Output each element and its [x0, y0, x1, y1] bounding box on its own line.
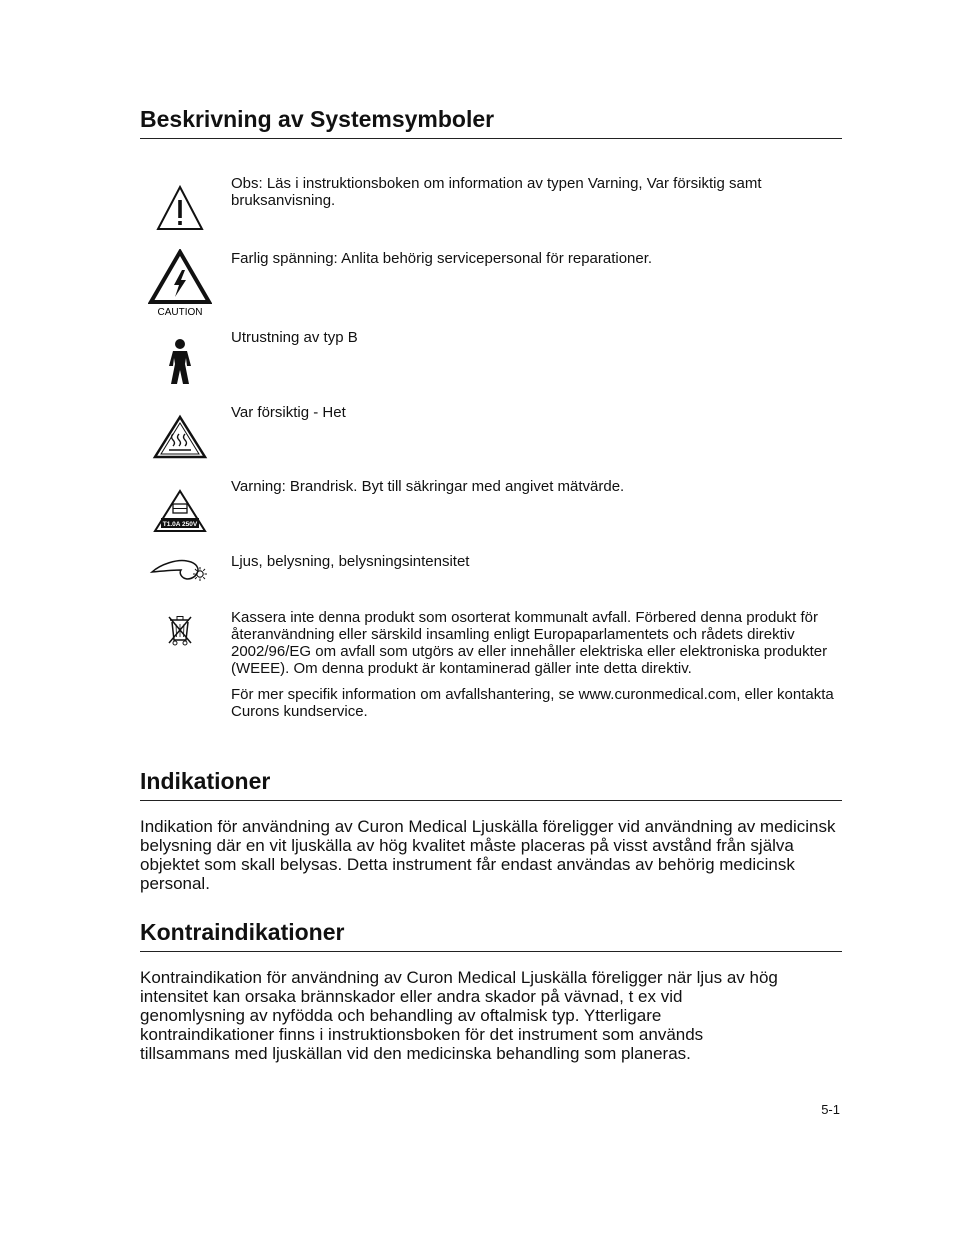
fuse-rating-label: T1.0A 250V [162, 521, 198, 528]
caution-label: CAUTION [157, 307, 203, 318]
symbol-description [231, 609, 837, 720]
weee-info-text: För mer specifik information om avfallshantering, se www.curonmedical.com, eller kontakta Curons kundservice. [231, 686, 834, 720]
contraindications-body: Kontraindikation för användning av Curon Medical Ljuskälla föreligger när ljus av hög intensitet kan orsaka brännskador eller andra skador på vävnad, t ex vid genomlysning av nyfödda och behandling av oftalmisk typ. Ytterligare kontraindikationer finns i instruktionsboken för det instrument som används tillsammans med ljuskällan vid den medicinska behandling som planeras. [140, 968, 778, 1063]
section-heading-indications: Indikationer [140, 767, 842, 801]
symbol-description: Var försiktig - Het [231, 404, 346, 421]
type-b-equipment-icon [148, 338, 212, 386]
weee-crossed-bin-icon [148, 612, 212, 648]
section-heading-symbols: Beskrivning av Systemsymboler [140, 105, 842, 139]
high-voltage-caution-icon [148, 249, 212, 319]
symbol-description: Farlig spänning: Anlita behörig servicepersonal för reparationer. [231, 250, 653, 267]
weee-text: Kassera inte denna produkt som osorterat kommunalt avfall. Förbered denna produkt för återanvändning eller särskild insamling enligt Europaparlamentets och rådets direktiv 2002/96/EG om avfall som utgörs av eller innehåller elektriska eller elektroniska produkter (WEEE). Om denna produkt är kontaminerad gäller inte detta direktiv. [231, 609, 828, 677]
indications-body: Indikation för användning av Curon Medical Ljuskälla föreligger vid användning av medicinsk belysning där en vit ljuskälla av hög kvalitet måste placeras på visst avstånd från själva objektet som skall belysas. Detta instrument får endast användas av behörig medicinsk personal. [140, 817, 836, 893]
symbol-description: Obs: Läs i instruktionsboken om information av typen Varning, Var försiktig samt bruksanvisning. [231, 175, 762, 209]
page-number: 5-1 [821, 1102, 840, 1117]
warning-exclamation-icon [148, 184, 212, 232]
hot-surface-icon [148, 414, 212, 460]
light-intensity-icon [148, 557, 212, 587]
symbol-description: Ljus, belysning, belysningsintensitet [231, 553, 470, 570]
symbol-description: Varning: Brandrisk. Byt till säkringar med angivet mätvärde. [231, 478, 625, 495]
fuse-fire-hazard-icon [148, 488, 212, 534]
symbol-description: Utrustning av typ B [231, 329, 358, 346]
section-heading-contraindications: Kontraindikationer [140, 918, 842, 952]
